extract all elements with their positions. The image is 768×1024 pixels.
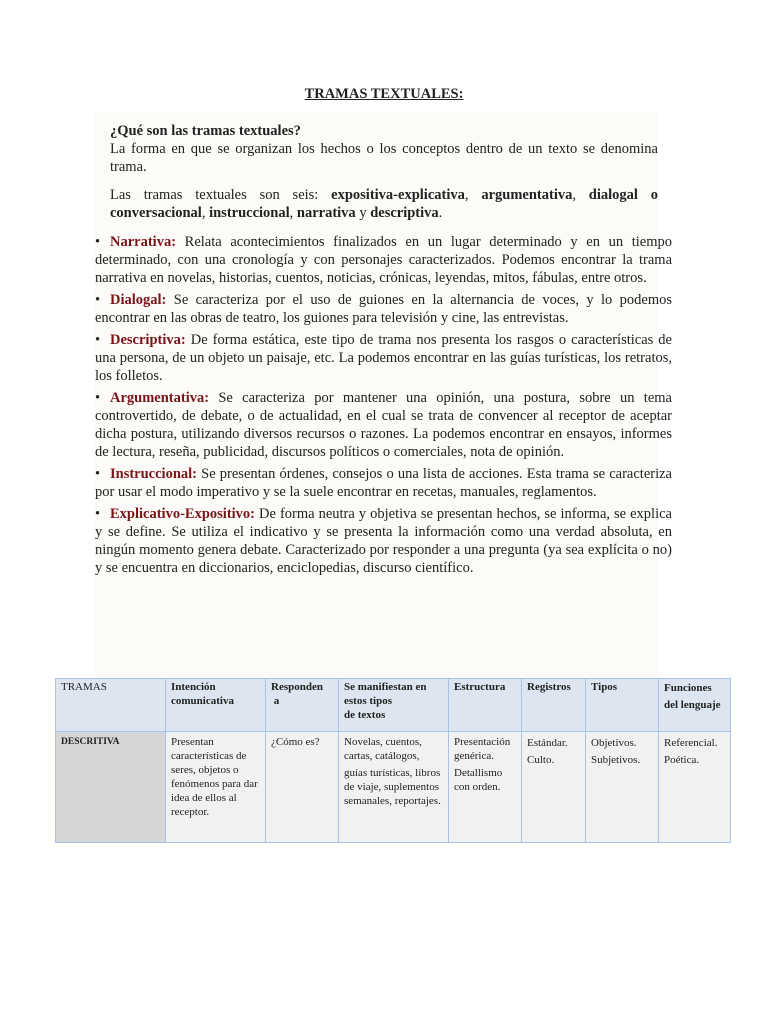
table-cell: Presentación genérica. Detallismo con orden. bbox=[449, 732, 522, 843]
bullet-dot-icon: • bbox=[95, 234, 101, 250]
bullet-dot-icon: • bbox=[95, 292, 101, 308]
bullet-argumentativa: • Argumentativa: Se caracteriza por mantener una opinión, una postura, sobre un tema controvertido, de debate, o de actualidad, en el cual se trata de convencer al receptor de aceptar dicha postura, utilizando diversos recursos o razones. La podemos encontrar en ensayos, informes de lectura, reseña, publicidad, discursos políticos o comerciales, nota de opinión. bbox=[95, 390, 672, 460]
table-header-cell: Estructura bbox=[449, 679, 522, 732]
page-title: TRAMAS TEXTUALES: bbox=[304, 86, 464, 102]
table-header-cell: Registros bbox=[522, 679, 586, 732]
tramas-table bbox=[55, 678, 731, 843]
bullet-explicativo: • Explicativo-Expositivo: De forma neutra y objetiva se presentan hechos, se informa, se explica y se define. Se utiliza el indicativo y se presenta la información como una verdad absoluta, en ningún momento genera debate. Caracterizado por responder a una pregunta (ya sea explícita o no) y se encuentra en diccionarios, enciclopedias, discurso científico. bbox=[95, 506, 672, 576]
table-row bbox=[56, 732, 731, 843]
type-instruccional: instruccional bbox=[209, 205, 290, 221]
bullet-list bbox=[95, 233, 672, 581]
table-header-cell: Intención comunicativa bbox=[166, 679, 266, 732]
bullet-dot-icon: • bbox=[95, 506, 101, 522]
table-header-row bbox=[56, 679, 731, 732]
intro-types: Las tramas textuales son seis: expositiva-explicativa, argumentativa, dialogal o conversacional, instruccional, narrativa y descriptiva. bbox=[110, 187, 659, 221]
table-header-cell: Se manifiestan en estos tipos de textos bbox=[339, 679, 449, 732]
bullet-narrativa: • Narrativa: Relata acontecimientos finalizados en un lugar determinado y en un tiempo determinado, con una cronología y con personajes caracterizados. Podemos encontrar la trama narrativa en novelas, historias, cuentos, noticias, crónicas, leyendas, mitos, fábulas, entre otros. bbox=[95, 234, 672, 286]
bullet-dialogal: • Dialogal: Se caracteriza por el uso de guiones en la alternancia de voces, y lo podemos encontrar en las obras de teatro, los guiones para televisión y cine, las entrevistas. bbox=[95, 292, 672, 326]
bullet-dot-icon: • bbox=[95, 466, 101, 482]
table-header-cell: Funciones del lenguaje bbox=[659, 679, 731, 732]
table-header-cell: TRAMAS bbox=[56, 679, 166, 732]
type-argumentativa: argumentativa bbox=[481, 187, 573, 203]
bullet-instruccional: • Instruccional: Se presentan órdenes, consejos o una lista de acciones. Esta trama se caracteriza por usar el modo imperativo y se la suele encontrar en recetas, manuales, reglamentos. bbox=[95, 466, 672, 500]
table-cell: Objetivos. Subjetivos. bbox=[586, 732, 659, 843]
type-dialogal: dialogal o conversacional bbox=[110, 187, 659, 221]
type-descriptiva: descriptiva bbox=[370, 205, 439, 221]
table-header-cell: Responden a bbox=[266, 679, 339, 732]
type-expositiva: expositiva-explicativa bbox=[331, 187, 465, 203]
table-header-cell: Tipos bbox=[586, 679, 659, 732]
table-cell: Novelas, cuentos, cartas, catálogos, guías turísticas, libros de viaje, suplementos semanales, reportajes. bbox=[339, 732, 449, 843]
bullet-dot-icon: • bbox=[95, 390, 101, 406]
intro-answer: La forma en que se organizan los hechos o los conceptos dentro de un texto se denomina trama. bbox=[110, 141, 658, 175]
bullet-dot-icon: • bbox=[95, 332, 101, 348]
bullet-descriptiva: • Descriptiva: De forma estática, este tipo de trama nos presenta los rasgos o características de una persona, de un objeto un paisaje, etc. La podemos encontrar en las guías turísticas, los retratos, los folletos. bbox=[95, 332, 672, 384]
table-cell: Presentan características de seres, objetos o fenómenos para dar idea de ellos al receptor. bbox=[166, 732, 266, 843]
type-narrativa: narrativa bbox=[296, 205, 356, 221]
table-cell: Estándar. Culto. bbox=[522, 732, 586, 843]
table-cell: ¿Cómo es? bbox=[266, 732, 339, 843]
table-cell-trama: DESCRITIVA bbox=[56, 732, 166, 843]
table-cell: Referencial. Poética. bbox=[659, 732, 731, 843]
intro-question: ¿Qué son las tramas textuales? bbox=[110, 123, 301, 139]
intro-types-lead: Las tramas textuales son seis: bbox=[110, 187, 332, 203]
